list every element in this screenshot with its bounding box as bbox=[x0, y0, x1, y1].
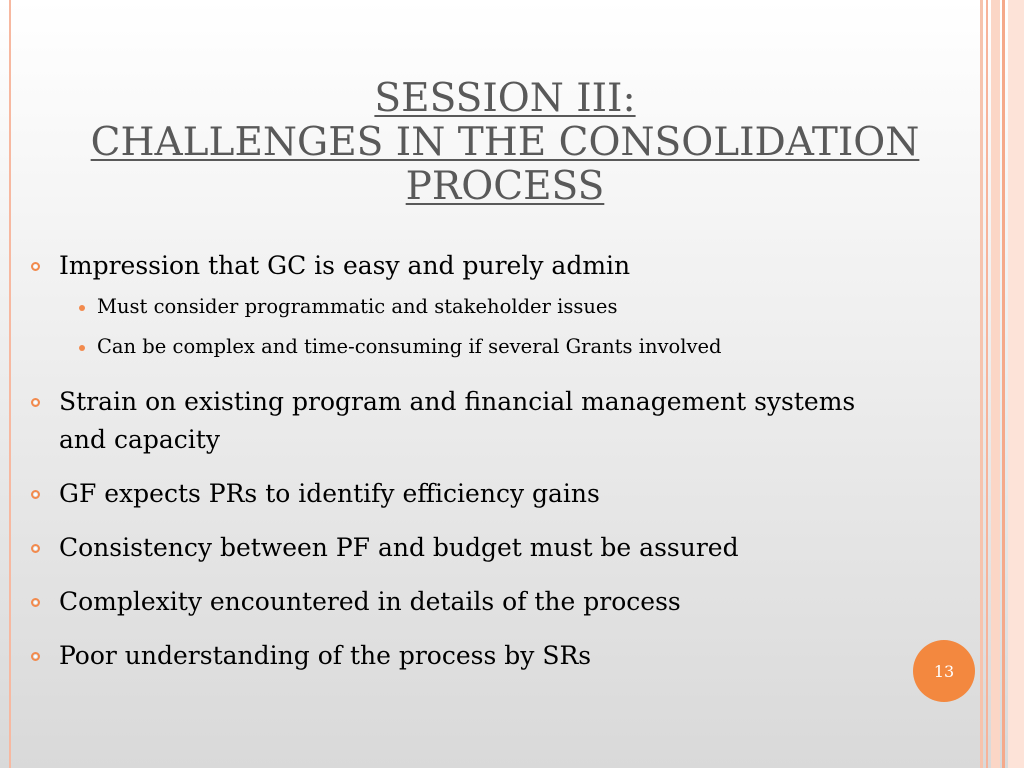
bullet-item bbox=[30, 637, 910, 675]
ring-bullet-icon bbox=[31, 490, 40, 499]
sub-bullet-text: Must consider programmatic and stakeholder issues bbox=[97, 295, 618, 318]
dot-bullet-icon bbox=[79, 345, 85, 351]
sub-bullet-item bbox=[59, 327, 910, 367]
sub-bullet-item bbox=[59, 287, 910, 327]
left-decorative-line bbox=[9, 0, 11, 768]
right-decorative-stripes bbox=[980, 0, 1024, 768]
sub-bullet-text: Can be complex and time-consuming if several Grants involved bbox=[97, 335, 722, 358]
ring-bullet-icon bbox=[31, 598, 40, 607]
bullet-text: GF expects PRs to identify efficiency gains bbox=[59, 479, 600, 508]
ring-bullet-icon bbox=[31, 398, 40, 407]
bullet-item bbox=[30, 247, 910, 367]
bullet-text: Strain on existing program and financial management systems and capacity bbox=[59, 387, 856, 454]
bullet-text: Poor understanding of the process by SRs bbox=[59, 641, 592, 670]
bullet-text: Complexity encountered in details of the process bbox=[59, 587, 681, 616]
page-number-badge: 13 bbox=[913, 640, 975, 702]
bullet-text: Impression that GC is easy and purely admin bbox=[59, 251, 631, 280]
ring-bullet-icon bbox=[31, 262, 40, 271]
ring-bullet-icon bbox=[31, 652, 40, 661]
sub-bullet-list bbox=[59, 287, 910, 367]
title-line-2: CHALLENGES IN THE CONSOLIDATION bbox=[90, 120, 920, 165]
bullet-item bbox=[30, 583, 910, 621]
bullet-list bbox=[30, 247, 910, 691]
bullet-item bbox=[30, 475, 910, 513]
bullet-item bbox=[30, 529, 910, 567]
dot-bullet-icon bbox=[79, 305, 85, 311]
slide-title bbox=[30, 77, 980, 209]
bullet-item bbox=[30, 383, 910, 459]
title-line-3: PROCESS bbox=[405, 164, 605, 209]
ring-bullet-icon bbox=[31, 544, 40, 553]
title-line-1: SESSION III: bbox=[374, 76, 636, 121]
bullet-text: Consistency between PF and budget must be assured bbox=[59, 533, 739, 562]
